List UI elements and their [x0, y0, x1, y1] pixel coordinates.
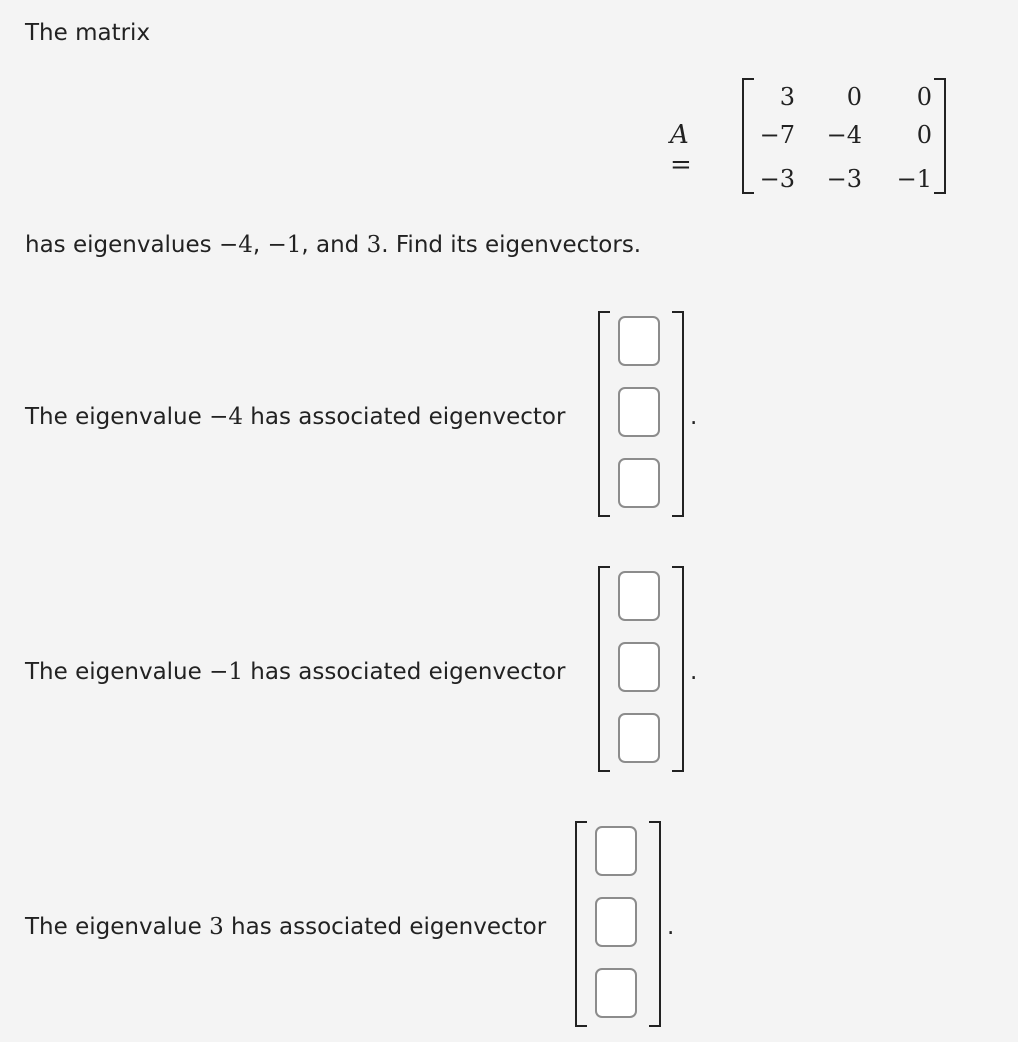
matrix-cell: −4 [826, 121, 862, 149]
answer-box-2-2[interactable] [618, 642, 660, 692]
matrix-row [740, 82, 960, 122]
question-suffix: has associated eigenvector [223, 914, 547, 940]
eigenvalue-3: 3 [366, 232, 382, 258]
question-prefix: The eigenvalue [25, 659, 210, 685]
vector-right-bracket [672, 566, 684, 772]
question-suffix: has associated eigenvector [243, 404, 566, 430]
answer-box-3-3[interactable] [595, 968, 637, 1018]
question-eigenvalue: 3 [209, 914, 224, 940]
period: . [690, 404, 698, 430]
matrix-row [740, 164, 960, 204]
matrix-cell: −3 [826, 165, 862, 193]
question-eigenvalue: −4 [209, 404, 243, 430]
question-prefix: The eigenvalue [25, 404, 210, 430]
eigenvalues-statement [25, 232, 641, 258]
question-2-text [25, 659, 565, 685]
question-1-text [25, 404, 565, 430]
period: . [690, 659, 698, 685]
vector-right-bracket [649, 821, 661, 1027]
answer-box-1-2[interactable] [618, 387, 660, 437]
matrix-cell: −1 [896, 165, 932, 193]
statement-sep: , [252, 232, 268, 258]
question-3-text [25, 914, 546, 940]
matrix-cell: −7 [759, 121, 795, 149]
matrix-cell: 0 [916, 121, 932, 149]
answer-box-3-1[interactable] [595, 826, 637, 876]
eigenvector-2 [598, 566, 684, 770]
vector-left-bracket [598, 566, 610, 772]
answer-box-3-2[interactable] [595, 897, 637, 947]
matrix-row [740, 120, 960, 160]
eigenvector-3 [575, 821, 661, 1025]
vector-left-bracket [598, 311, 610, 517]
question-prefix: The eigenvalue [25, 914, 210, 940]
statement-prefix: has eigenvalues [25, 232, 219, 258]
matrix-cell: 0 [846, 83, 862, 111]
answer-box-2-1[interactable] [618, 571, 660, 621]
matrix-lhs: A = [670, 120, 692, 180]
eigenvector-1 [598, 311, 684, 515]
statement-sep: , and [301, 232, 367, 258]
vector-left-bracket [575, 821, 587, 1027]
question-eigenvalue: −1 [209, 659, 243, 685]
answer-box-1-3[interactable] [618, 458, 660, 508]
statement-suffix: . Find its eigenvectors. [381, 232, 642, 258]
matrix-cell: −3 [759, 165, 795, 193]
period: . [667, 914, 675, 940]
eigenvalue-1: −4 [218, 232, 253, 258]
answer-box-2-3[interactable] [618, 713, 660, 763]
vector-right-bracket [672, 311, 684, 517]
question-suffix: has associated eigenvector [243, 659, 566, 685]
intro-text: The matrix [25, 20, 151, 46]
matrix-cell: 3 [779, 83, 795, 111]
answer-box-1-1[interactable] [618, 316, 660, 366]
eigenvalue-2: −1 [267, 232, 302, 258]
matrix-cell: 0 [916, 83, 932, 111]
